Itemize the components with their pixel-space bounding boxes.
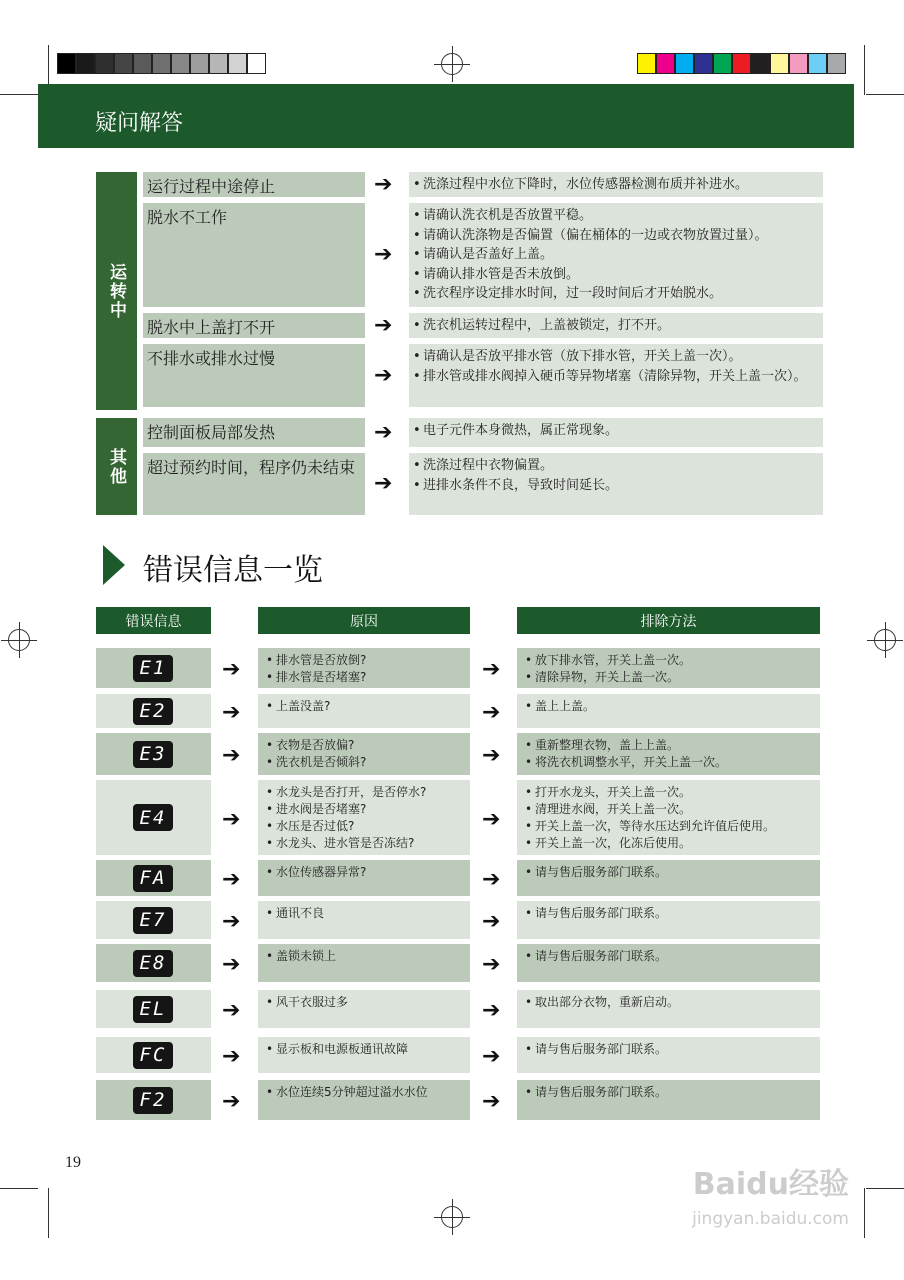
gray-swatch <box>76 53 95 74</box>
gray-swatch <box>190 53 209 74</box>
answer-item: • 洗衣程序设定排水时间，过一段时间后才开始脱水。 <box>413 284 819 304</box>
faq-question: 脱水中上盖打不开 <box>143 313 365 338</box>
header-error-info: 错误信息 <box>96 607 211 634</box>
error-solution <box>517 1037 820 1073</box>
color-swatch <box>637 53 656 74</box>
faq-answer <box>409 344 823 407</box>
arrow-right-icon: ➔ <box>222 1044 241 1069</box>
error-code-cell <box>96 694 211 728</box>
error-code-badge: E8 <box>133 950 173 977</box>
arrow-right-icon: ➔ <box>222 657 241 682</box>
solution-item: • 请与售后服务部门联系。 <box>525 1084 812 1101</box>
arrow-right-icon: ➔ <box>482 743 501 768</box>
section-triangle-icon <box>103 545 125 585</box>
color-swatch <box>732 53 751 74</box>
error-cause <box>258 901 470 939</box>
color-swatch <box>656 53 675 74</box>
error-cause <box>258 733 470 775</box>
crop-mark <box>0 94 38 95</box>
error-code-cell <box>96 733 211 775</box>
error-cause <box>258 780 470 855</box>
faq-group-label: 运转中 <box>96 172 137 410</box>
solution-item: • 放下排水管，开关上盖一次。 <box>525 652 812 669</box>
cause-item: • 上盖没盖? <box>266 698 462 715</box>
solution-item: • 重新整理衣物，盖上上盖。 <box>525 737 812 754</box>
faq-question: 不排水或排水过慢 <box>143 344 365 407</box>
cause-item: • 水龙头、进水管是否冻结? <box>266 835 462 852</box>
arrow-right-icon: ➔ <box>482 1089 501 1114</box>
page-title: 疑问解答 <box>95 111 184 136</box>
arrow-right-icon: ➔ <box>222 743 241 768</box>
error-code-badge: F2 <box>133 1087 173 1114</box>
gray-swatch <box>57 53 76 74</box>
cause-item: • 水龙头是否打开，是否停水? <box>266 784 462 801</box>
error-code-badge: EL <box>133 996 173 1023</box>
answer-item: • 请确认洗涤物是否偏置（偏在桶体的一边或衣物放置过量）。 <box>413 226 819 246</box>
crop-mark <box>0 1188 38 1189</box>
solution-item: • 请与售后服务部门联系。 <box>525 1041 812 1058</box>
faq-question: 运行过程中途停止 <box>143 172 365 197</box>
faq-answer <box>409 418 823 447</box>
cause-item: • 洗衣机是否倾斜? <box>266 754 462 771</box>
error-code-badge: E7 <box>133 907 173 934</box>
cause-item: • 排水管是否堵塞? <box>266 669 462 686</box>
answer-item: • 洗涤过程中衣物偏置。 <box>413 456 819 476</box>
crop-mark <box>864 1188 865 1238</box>
arrow-right-icon: ➔ <box>374 362 393 388</box>
solution-item: • 取出部分衣物，重新启动。 <box>525 994 812 1011</box>
arrow-right-icon: ➔ <box>222 806 241 832</box>
registration-mark <box>874 629 896 651</box>
faq-question: 超过预约时间，程序仍未结束 <box>143 453 365 515</box>
error-code-cell <box>96 901 211 939</box>
gray-swatch <box>152 53 171 74</box>
arrow-right-icon: ➔ <box>482 952 501 977</box>
arrow-right-icon: ➔ <box>222 998 241 1023</box>
solution-item: • 清理进水阀，开关上盖一次。 <box>525 801 812 818</box>
arrow-right-icon: ➔ <box>222 867 241 892</box>
color-swatch <box>675 53 694 74</box>
answer-item: • 洗涤过程中水位下降时，水位传感器检测布质并补进水。 <box>413 175 819 195</box>
error-solution <box>517 648 820 688</box>
error-code-cell <box>96 648 211 688</box>
crop-mark <box>864 45 865 95</box>
arrow-right-icon: ➔ <box>374 171 393 197</box>
cause-item: • 水压是否过低? <box>266 818 462 835</box>
error-code-cell <box>96 944 211 982</box>
solution-item: • 清除异物，开关上盖一次。 <box>525 669 812 686</box>
answer-item: • 请确认洗衣机是否放置平稳。 <box>413 206 819 226</box>
crop-mark <box>866 1188 904 1189</box>
arrow-right-icon: ➔ <box>222 1089 241 1114</box>
color-swatch <box>827 53 846 74</box>
error-code-badge: E1 <box>133 655 173 682</box>
cause-item: • 盖锁未锁上 <box>266 948 462 965</box>
registration-mark <box>441 1206 463 1228</box>
answer-item: • 排水管或排水阀掉入硬币等异物堵塞（清除异物，开关上盖一次）。 <box>413 367 819 387</box>
arrow-right-icon: ➔ <box>482 867 501 892</box>
faq-question: 控制面板局部发热 <box>143 418 365 447</box>
cause-item: • 显示板和电源板通讯故障 <box>266 1041 462 1058</box>
section-title: 错误信息一览 <box>143 553 323 588</box>
error-cause <box>258 1037 470 1073</box>
gray-swatch <box>209 53 228 74</box>
answer-item: • 进排水条件不良，导致时间延长。 <box>413 476 819 496</box>
arrow-right-icon: ➔ <box>374 471 393 496</box>
arrow-right-icon: ➔ <box>482 700 501 725</box>
error-code-cell <box>96 1037 211 1073</box>
cause-item: • 水位传感器异常? <box>266 864 462 881</box>
watermark <box>692 1168 849 1236</box>
arrow-right-icon: ➔ <box>482 1044 501 1069</box>
color-swatch <box>751 53 770 74</box>
answer-item: • 请确认是否盖好上盖。 <box>413 245 819 265</box>
cause-item: • 通讯不良 <box>266 905 462 922</box>
solution-item: • 请与售后服务部门联系。 <box>525 948 812 965</box>
gray-swatch <box>95 53 114 74</box>
solution-item: • 开关上盖一次，化冻后使用。 <box>525 835 812 852</box>
error-code-badge: E4 <box>133 804 173 831</box>
cause-item: • 水位连续5分钟超过溢水水位 <box>266 1084 462 1101</box>
error-code-badge: FC <box>133 1042 173 1069</box>
error-solution <box>517 733 820 775</box>
error-solution <box>517 1080 820 1120</box>
page-header <box>38 84 854 148</box>
arrow-right-icon: ➔ <box>482 909 501 934</box>
error-solution <box>517 901 820 939</box>
faq-answer <box>409 313 823 338</box>
faq-group-label: 其他 <box>96 418 137 515</box>
error-cause <box>258 648 470 688</box>
error-cause <box>258 990 470 1028</box>
faq-question: 脱水不工作 <box>143 203 365 307</box>
solution-item: • 盖上上盖。 <box>525 698 812 715</box>
solution-item: • 开关上盖一次，等待水压达到允许值后使用。 <box>525 818 812 835</box>
solution-item: • 打开水龙头，开关上盖一次。 <box>525 784 812 801</box>
error-code-badge: E3 <box>133 741 173 768</box>
color-swatch <box>713 53 732 74</box>
crop-mark <box>48 1188 49 1238</box>
solution-item: • 请与售后服务部门联系。 <box>525 905 812 922</box>
arrow-right-icon: ➔ <box>374 242 393 267</box>
error-solution <box>517 694 820 728</box>
registration-mark <box>8 629 30 651</box>
arrow-right-icon: ➔ <box>482 806 501 832</box>
registration-mark <box>441 53 463 75</box>
cause-item: • 衣物是否放偏? <box>266 737 462 754</box>
watermark-url: jingyan.baidu.com <box>692 1209 849 1229</box>
solution-item: • 请与售后服务部门联系。 <box>525 864 812 881</box>
page-number: 19 <box>65 1154 81 1171</box>
error-solution <box>517 780 820 855</box>
arrow-right-icon: ➔ <box>374 312 393 338</box>
error-code-cell <box>96 780 211 855</box>
error-cause <box>258 944 470 982</box>
gray-swatch <box>228 53 247 74</box>
arrow-right-icon: ➔ <box>482 657 501 682</box>
gray-swatch <box>114 53 133 74</box>
faq-answer <box>409 203 823 307</box>
answer-item: • 电子元件本身微热，属正常现象。 <box>413 421 819 441</box>
header-cause: 原因 <box>258 607 470 634</box>
error-cause <box>258 860 470 896</box>
faq-answer <box>409 172 823 197</box>
error-solution <box>517 944 820 982</box>
answer-item: • 请确认是否放平排水管（放下排水管，开关上盖一次）。 <box>413 347 819 367</box>
gray-swatch <box>171 53 190 74</box>
cause-item: • 进水阀是否堵塞? <box>266 801 462 818</box>
error-cause <box>258 694 470 728</box>
faq-answer <box>409 453 823 515</box>
color-swatch <box>789 53 808 74</box>
arrow-right-icon: ➔ <box>374 419 393 445</box>
answer-item: • 洗衣机运转过程中，上盖被锁定，打不开。 <box>413 316 819 336</box>
solution-item: • 将洗衣机调整水平，开关上盖一次。 <box>525 754 812 771</box>
cause-item: • 风干衣服过多 <box>266 994 462 1011</box>
error-solution <box>517 990 820 1028</box>
error-code-badge: E2 <box>133 698 173 725</box>
arrow-right-icon: ➔ <box>222 909 241 934</box>
error-code-cell <box>96 860 211 896</box>
arrow-right-icon: ➔ <box>222 952 241 977</box>
answer-item: • 请确认排水管是否未放倒。 <box>413 265 819 285</box>
color-swatch <box>770 53 789 74</box>
header-solution: 排除方法 <box>517 607 820 634</box>
error-solution <box>517 860 820 896</box>
error-code-cell <box>96 1080 211 1120</box>
gray-swatch <box>247 53 266 74</box>
color-swatch <box>808 53 827 74</box>
watermark-brand: Baidu经验 <box>692 1167 849 1202</box>
error-code-badge: FA <box>133 865 173 892</box>
error-cause <box>258 1080 470 1120</box>
cause-item: • 排水管是否放倒? <box>266 652 462 669</box>
color-swatch <box>694 53 713 74</box>
arrow-right-icon: ➔ <box>482 998 501 1023</box>
crop-mark <box>866 94 904 95</box>
error-code-cell <box>96 990 211 1028</box>
gray-swatch <box>133 53 152 74</box>
arrow-right-icon: ➔ <box>222 700 241 725</box>
